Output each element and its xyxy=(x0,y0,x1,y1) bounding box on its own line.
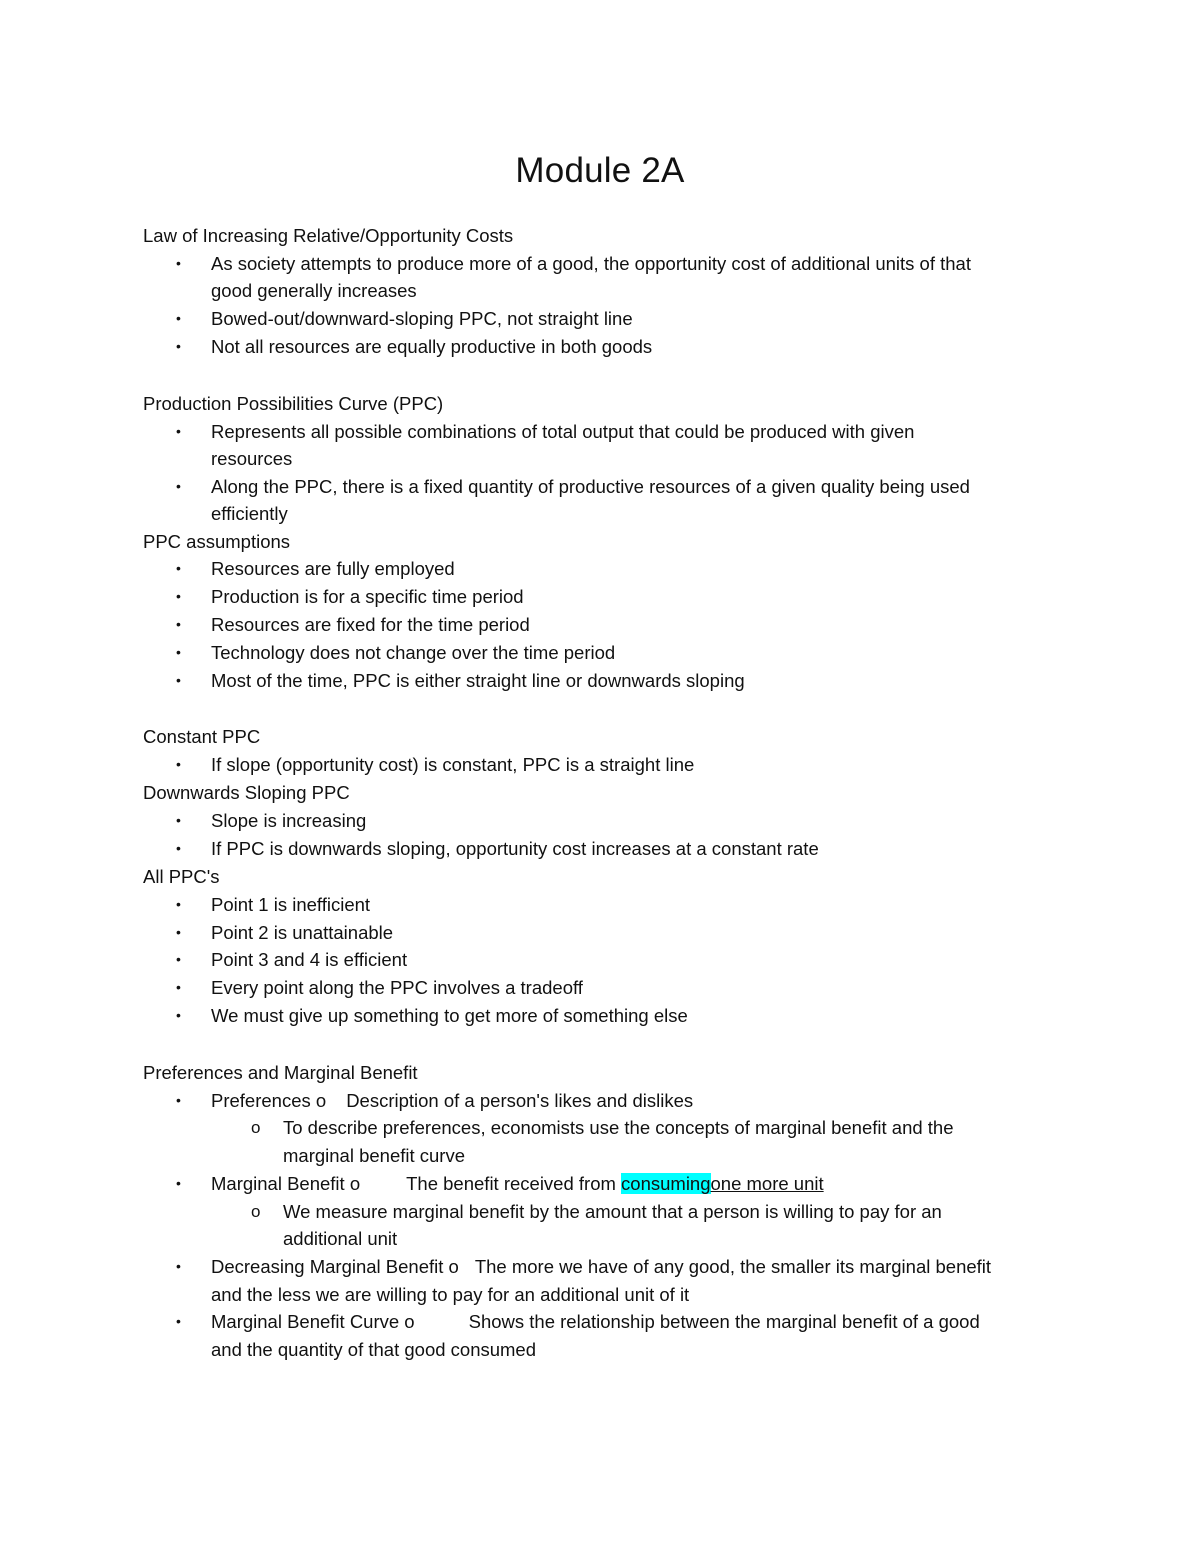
list-item-continuation: efficiently xyxy=(211,503,288,524)
term-label: Marginal Benefit Curve o xyxy=(211,1311,415,1332)
list-item: Resources are fully employed xyxy=(211,558,455,579)
term-label: Decreasing Marginal Benefit o xyxy=(211,1256,459,1277)
list-item: Not all resources are equally productive in both goods xyxy=(211,336,653,357)
list-item: As society attempts to produce more of a good, the opportunity cost of additional units of that xyxy=(211,253,971,274)
sub-list-item: To describe preferences, economists use the concepts of marginal benefit and the xyxy=(283,1117,954,1138)
bullet-icon: • xyxy=(176,840,181,856)
list-item: If slope (opportunity cost) is constant, PPC is a straight line xyxy=(211,754,695,775)
term-definition: The benefit received from xyxy=(406,1173,616,1194)
bullet-icon: • xyxy=(176,1175,181,1191)
list-item: We must give up something to get more of something else xyxy=(211,1005,688,1026)
term-definition: Description of a person's likes and dislikes xyxy=(346,1090,694,1111)
list-item: Production is for a specific time period xyxy=(211,586,524,607)
sub-list-item: We measure marginal benefit by the amount that a person is willing to pay for an xyxy=(283,1201,942,1222)
list-item: Along the PPC, there is a fixed quantity of productive resources of a given quality being used xyxy=(211,476,970,497)
bullet-icon: • xyxy=(176,588,181,604)
list-item: Technology does not change over the time period xyxy=(211,642,616,663)
list-item: Resources are fixed for the time period xyxy=(211,614,530,635)
term-definition: Shows the relationship between the marginal benefit of a good xyxy=(468,1311,980,1332)
bullet-icon: • xyxy=(176,423,181,439)
bullet-icon: • xyxy=(176,924,181,940)
term-label: Preferences o xyxy=(211,1090,327,1111)
sub-list-item-continuation: marginal benefit curve xyxy=(283,1145,466,1166)
page-title: Module 2A xyxy=(515,151,685,190)
bullet-icon: • xyxy=(176,896,181,912)
list-item-mb-curve xyxy=(211,1308,980,1335)
list-item: Point 3 and 4 is efficient xyxy=(211,949,408,970)
bullet-icon: • xyxy=(176,478,181,494)
section-heading-all-ppcs: All PPC's xyxy=(143,866,220,887)
bullet-icon: • xyxy=(176,1258,181,1274)
list-item-continuation: resources xyxy=(211,448,293,469)
list-item-continuation: and the quantity of that good consumed xyxy=(211,1339,537,1360)
sub-bullet-icon: o xyxy=(251,1202,261,1221)
list-item: Point 2 is unattainable xyxy=(211,922,394,943)
sub-list-item-continuation: additional unit xyxy=(283,1228,398,1249)
list-item: Every point along the PPC involves a tradeoff xyxy=(211,977,583,998)
term-definition: The more we have of any good, the smaller its marginal benefit xyxy=(474,1256,992,1277)
section-heading-law: Law of Increasing Relative/Opportunity Costs xyxy=(143,225,514,246)
underlined-text: one more unit xyxy=(710,1173,824,1194)
section-heading-assumptions: PPC assumptions xyxy=(143,531,291,552)
list-item-marginal-benefit xyxy=(211,1170,824,1197)
list-item: Represents all possible combinations of total output that could be produced with given xyxy=(211,421,915,442)
section-heading-ppc: Production Possibilities Curve (PPC) xyxy=(143,393,444,414)
bullet-icon: • xyxy=(176,310,181,326)
term-label: Marginal Benefit o xyxy=(211,1173,361,1194)
bullet-icon: • xyxy=(176,644,181,660)
sub-bullet-icon: o xyxy=(251,1118,261,1137)
list-item-preferences xyxy=(211,1087,693,1114)
list-item: If PPC is downwards sloping, opportunity cost increases at a constant rate xyxy=(211,838,819,859)
section-heading-downwards: Downwards Sloping PPC xyxy=(143,782,350,803)
bullet-icon: • xyxy=(176,1313,181,1329)
bullet-icon: • xyxy=(176,616,181,632)
bullet-icon: • xyxy=(176,338,181,354)
list-item-continuation: good generally increases xyxy=(211,280,417,301)
list-item: Point 1 is inefficient xyxy=(211,894,371,915)
bullet-icon: • xyxy=(176,255,181,271)
highlighted-text: consuming xyxy=(621,1173,711,1194)
bullet-icon: • xyxy=(176,1092,181,1108)
bullet-icon: • xyxy=(176,951,181,967)
list-item: Bowed-out/downward-sloping PPC, not straight line xyxy=(211,308,633,329)
list-item-continuation: and the less we are willing to pay for an additional unit of it xyxy=(211,1284,690,1305)
bullet-icon: • xyxy=(176,672,181,688)
bullet-icon: • xyxy=(176,812,181,828)
bullet-icon: • xyxy=(176,756,181,772)
bullet-icon: • xyxy=(176,979,181,995)
bullet-icon: • xyxy=(176,1007,181,1023)
list-item: Slope is increasing xyxy=(211,810,367,831)
section-heading-preferences: Preferences and Marginal Benefit xyxy=(143,1062,418,1083)
list-item-decreasing-mb xyxy=(211,1253,991,1280)
bullet-icon: • xyxy=(176,560,181,576)
section-heading-constant: Constant PPC xyxy=(143,726,261,747)
list-item: Most of the time, PPC is either straight line or downwards sloping xyxy=(211,670,745,691)
